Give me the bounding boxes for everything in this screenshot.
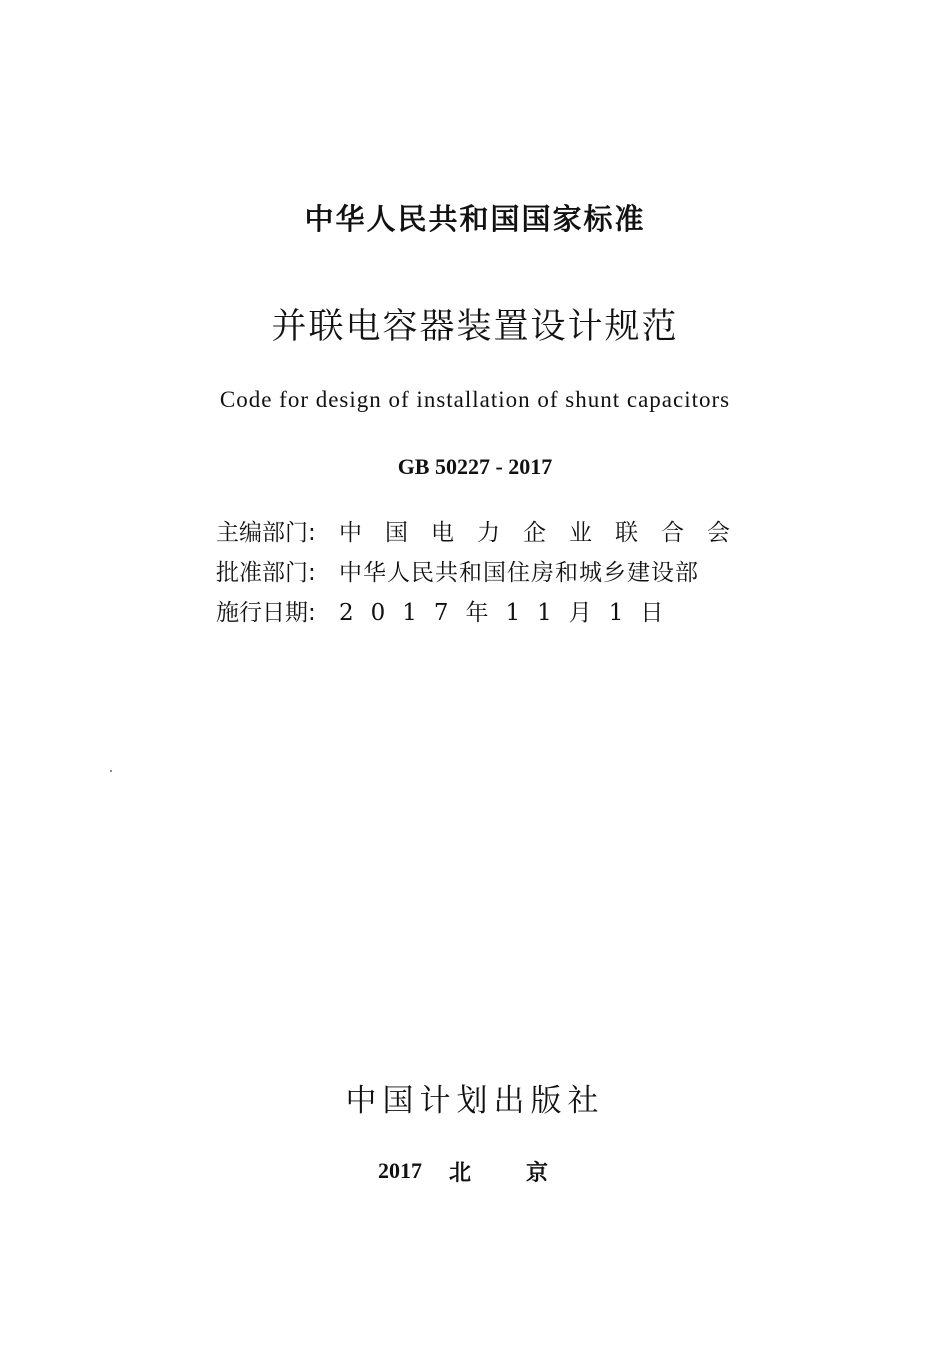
standard-series-heading: 中华人民共和国国家标准 [304,202,646,236]
publication-year: 2017 [378,1158,422,1183]
document-title-en: Code for design of installation of shunt capacitors [219,387,731,412]
approver-label: 批准部门: [216,559,316,586]
editor-row [216,510,753,550]
approver-row [216,550,736,590]
effective-date-row [216,590,736,630]
editor-value: 中国电力企业联合会 [339,519,753,546]
publication-info [216,510,753,630]
effective-date-label: 施行日期: [216,599,316,626]
effective-date-value: 2017年11月1日 [339,599,681,626]
document-title-zh: 并联电容器装置设计规范 [271,307,679,347]
publication-line [378,1154,603,1188]
publisher-name: 中国计划出版社 [345,1083,605,1119]
scan-speck [110,770,112,772]
editor-label: 主编部门: [216,519,316,546]
publication-city: 北京 [449,1159,604,1185]
approver-value: 中华人民共和国住房和城乡建设部 [339,559,699,586]
standard-code: GB 50227 - 2017 [397,454,553,479]
